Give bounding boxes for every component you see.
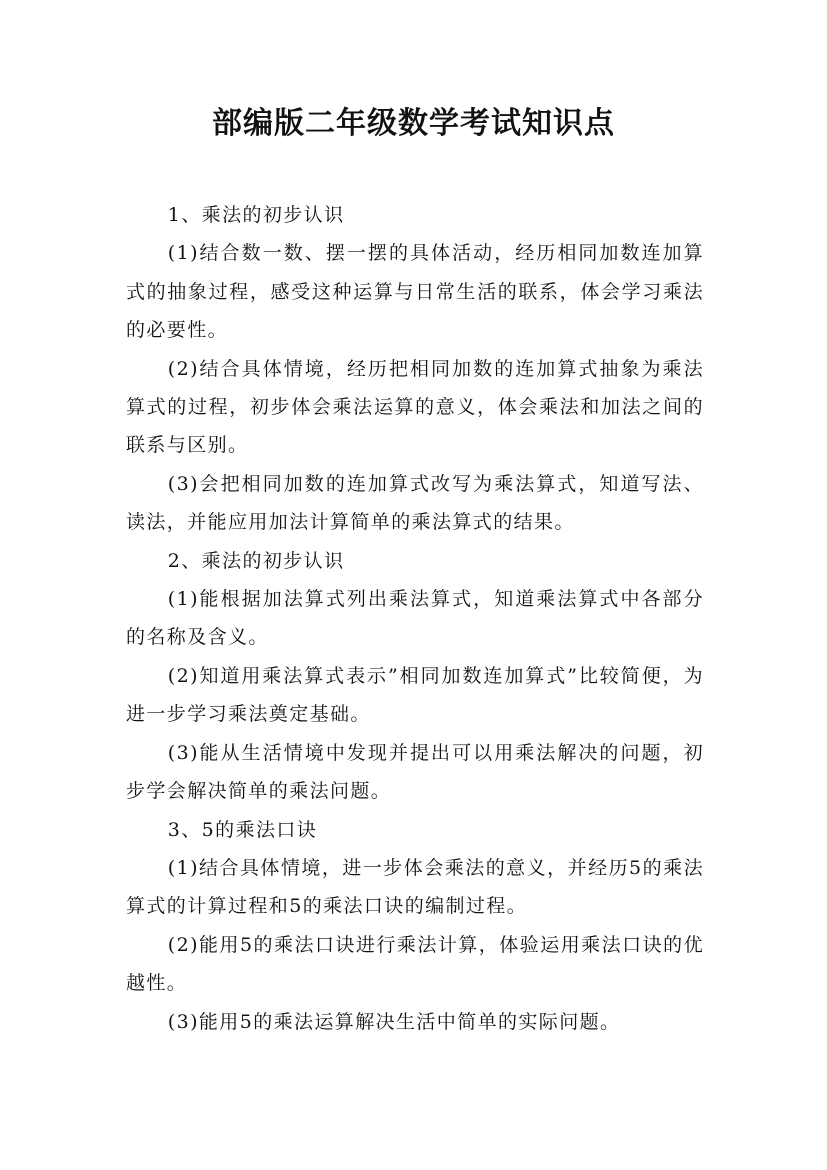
body-paragraph: (2)能用5的乘法口诀进行乘法计算，体验运用乘法口诀的优越性。 [126, 933, 704, 995]
body-paragraph: (1)结合具体情境，进一步体会乘法的意义，并经历5的乘法算式的计算过程和5的乘法口诀的编制过程。 [126, 856, 704, 918]
section-heading: 3、5的乘法口诀 [167, 818, 318, 841]
body-paragraph: (1)能根据加法算式列出乘法算式，知道乘法算式中各部分的名称及含义。 [126, 588, 704, 649]
body-paragraph: (3)能从生活情境中发现并提出可以用乘法解决的问题，初步学会解决简单的乘法问题。 [126, 741, 704, 803]
body-paragraph: (1)结合数一数、摆一摆的具体活动，经历相同加数连加算式的抽象过程，感受这种运算与日常生活的联系，体会学习乘法的必要性。 [126, 242, 704, 342]
section-heading: 1、乘法的初步认识 [167, 204, 345, 226]
body-paragraph: (2)结合具体情境，经历把相同加数的连加算式抽象为乘法算式的过程，初步体会乘法运算的意义，体会乘法和加法之间的联系与区别。 [126, 357, 704, 457]
body-paragraph: (3)能用5的乘法运算解决生活中简单的实际问题。 [167, 1010, 621, 1033]
body-paragraph: (2)知道用乘法算式表示”相同加数连加算式”比较简便，为进一步学习乘法奠定基础。 [126, 664, 704, 726]
section-heading: 2、乘法的初步认识 [167, 549, 345, 572]
document-title: 部编版二年级数学考试知识点 [212, 106, 615, 141]
document-body [126, 196, 704, 1041]
body-paragraph: (3)会把相同加数的连加算式改写为乘法算式，知道写法、读法，并能应用加法计算简单的乘法算式的结果。 [126, 472, 704, 534]
